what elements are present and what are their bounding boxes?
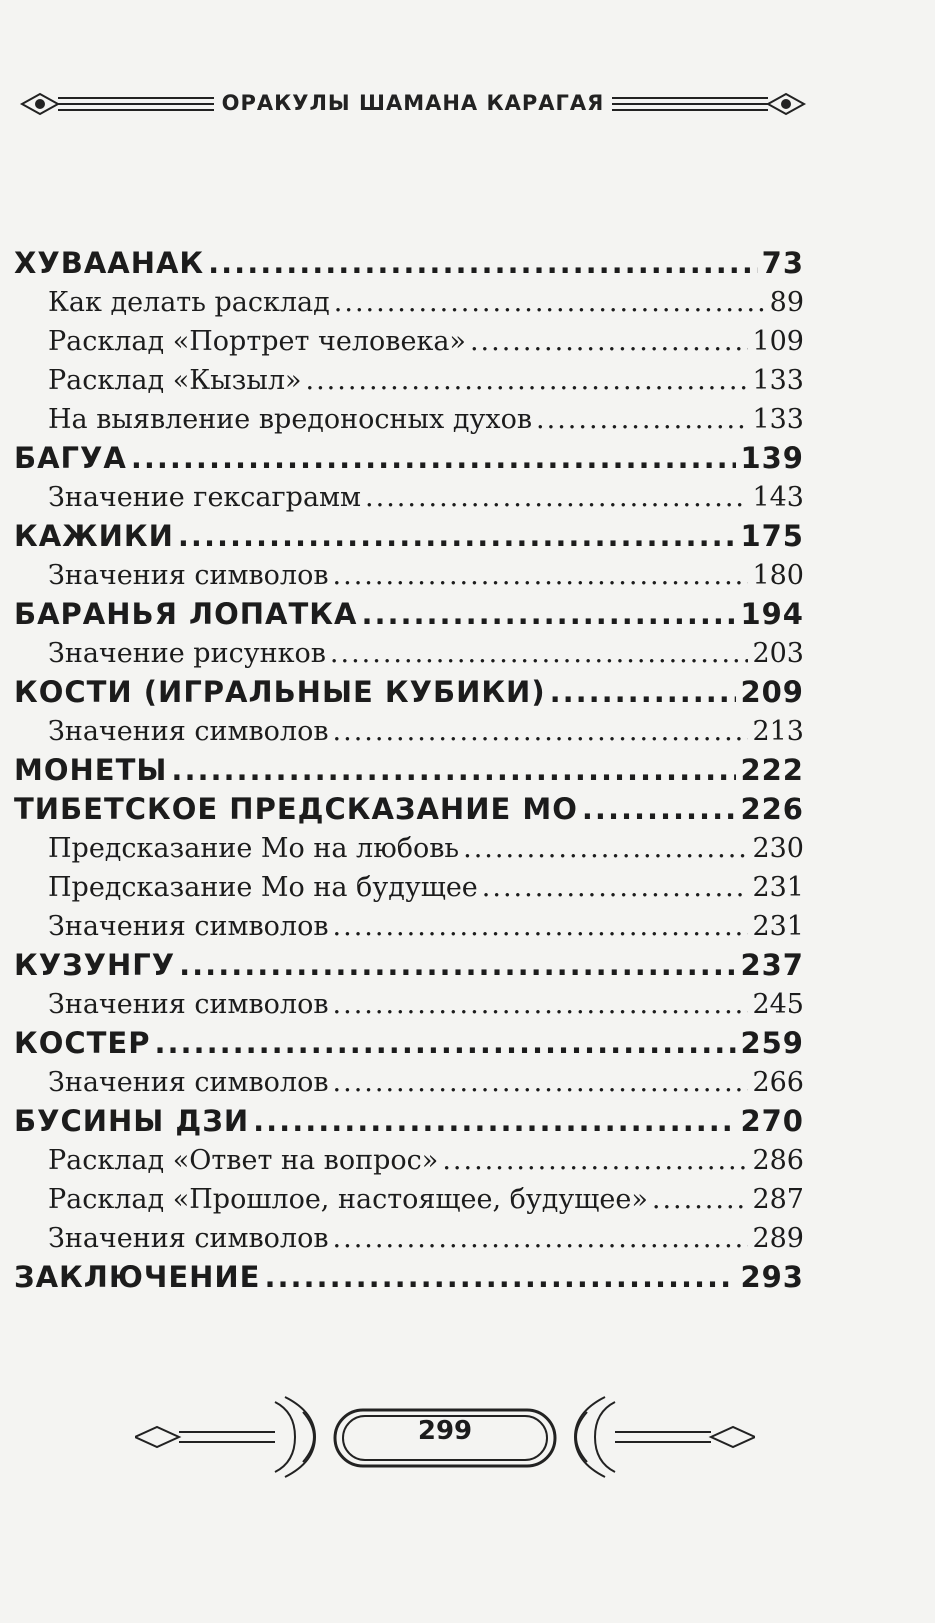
toc-chapter-row [14, 790, 804, 829]
toc-dot-leader [178, 517, 737, 556]
toc-dot-leader [652, 1180, 749, 1219]
toc-dot-leader [334, 283, 766, 322]
toc-dot-leader [361, 595, 736, 634]
toc-dot-leader [253, 1102, 736, 1141]
toc-chapter-row [14, 673, 804, 712]
toc-dot-leader [536, 400, 748, 439]
toc-chapter-row [14, 1102, 804, 1141]
toc-section-row [14, 868, 804, 907]
toc-chapter-row [14, 244, 804, 283]
toc-dot-leader [333, 907, 749, 946]
toc-dot-leader [333, 556, 749, 595]
toc-dot-leader [463, 829, 748, 868]
table-of-contents [14, 244, 804, 1297]
toc-entry-title: Значение рисунков [48, 638, 326, 669]
toc-section-row [14, 985, 804, 1024]
toc-section-row [14, 1219, 804, 1258]
toc-entry-title: Предсказание Мо на любовь [48, 833, 460, 864]
toc-section-row [14, 556, 804, 595]
toc-entry-title: Значения символов [48, 716, 329, 747]
toc-page-number: 139 [740, 441, 804, 475]
toc-page-number: 194 [740, 597, 804, 631]
toc-entry-title: Значения символов [48, 1067, 329, 1098]
toc-page-number: 245 [752, 989, 804, 1020]
toc-section-row [14, 712, 804, 751]
toc-entry-title: Значения символов [48, 989, 329, 1020]
toc-page-number: 209 [740, 675, 804, 709]
toc-entry-title: Расклад «Прошлое, настоящее, будущее» [48, 1184, 648, 1215]
toc-dot-leader [333, 1219, 749, 1258]
toc-dot-leader [179, 946, 736, 985]
toc-entry-title: КУЗУНГУ [14, 948, 176, 982]
toc-entry-title: Как делать расклад [48, 287, 330, 318]
toc-dot-leader [208, 244, 758, 283]
toc-page-number: 289 [752, 1223, 804, 1254]
running-header [18, 84, 808, 124]
toc-page-number: 226 [740, 792, 804, 826]
toc-section-row [14, 322, 804, 361]
toc-dot-leader [155, 1024, 737, 1063]
toc-section-row [14, 1063, 804, 1102]
toc-dot-leader [550, 673, 737, 712]
toc-entry-title: БУСИНЫ ДЗИ [14, 1104, 250, 1138]
toc-page-number: 89 [769, 287, 804, 318]
toc-page-number: 286 [752, 1145, 804, 1176]
toc-page-number: 270 [740, 1104, 804, 1138]
toc-entry-title: КАЖИКИ [14, 519, 174, 553]
toc-section-row [14, 283, 804, 322]
toc-entry-title: Предсказание Мо на будущее [48, 872, 478, 903]
toc-entry-title: Значения символов [48, 560, 329, 591]
toc-entry-title: МОНЕТЫ [14, 753, 168, 787]
toc-section-row [14, 400, 804, 439]
toc-page-number: 133 [752, 404, 804, 435]
toc-page-number: 175 [740, 519, 804, 553]
toc-entry-title: Расклад «Ответ на вопрос» [48, 1145, 439, 1176]
toc-dot-leader [333, 985, 749, 1024]
toc-page-number: 231 [752, 872, 804, 903]
toc-entry-title: Значение гексаграмм [48, 482, 362, 513]
toc-page-number: 73 [761, 246, 804, 280]
toc-section-row [14, 1141, 804, 1180]
toc-page-number: 287 [752, 1184, 804, 1215]
toc-page-number: 293 [740, 1260, 804, 1294]
toc-entry-title: БАРАНЬЯ ЛОПАТКА [14, 597, 358, 631]
toc-entry-title: Значения символов [48, 911, 329, 942]
toc-dot-leader [330, 634, 749, 673]
toc-page-number: 231 [752, 911, 804, 942]
toc-dot-leader [306, 361, 749, 400]
page-footer [135, 1382, 755, 1492]
toc-chapter-row [14, 1258, 804, 1297]
toc-page-number: 143 [752, 482, 804, 513]
toc-section-row [14, 907, 804, 946]
toc-dot-leader [365, 478, 748, 517]
toc-page-number: 213 [752, 716, 804, 747]
toc-dot-leader [442, 1141, 748, 1180]
header-title: ОРАКУЛЫ ШАМАНА КАРАГАЯ [214, 91, 613, 115]
toc-page-number: 237 [740, 948, 804, 982]
toc-dot-leader [482, 868, 749, 907]
toc-chapter-row [14, 439, 804, 478]
toc-entry-title: ХУВААНАК [14, 246, 205, 280]
toc-dot-leader [333, 712, 749, 751]
toc-chapter-row [14, 1024, 804, 1063]
toc-entry-title: ЗАКЛЮЧЕНИЕ [14, 1260, 261, 1294]
toc-section-row [14, 478, 804, 517]
toc-entry-title: Расклад «Портрет человека» [48, 326, 466, 357]
toc-page-number: 203 [752, 638, 804, 669]
toc-entry-title: Расклад «Кызыл» [48, 365, 302, 396]
toc-entry-title: КОСТЕР [14, 1026, 151, 1060]
toc-dot-leader [470, 322, 749, 361]
toc-page-number: 266 [752, 1067, 804, 1098]
page-number: 299 [417, 1416, 473, 1446]
toc-entry-title: На выявление вредоносных духов [48, 404, 533, 435]
toc-chapter-row [14, 946, 804, 985]
toc-section-row [14, 1180, 804, 1219]
toc-page-number: 109 [752, 326, 804, 357]
toc-chapter-row [14, 751, 804, 790]
toc-page-number: 230 [752, 833, 804, 864]
toc-page-number: 222 [740, 753, 804, 787]
toc-page-number: 259 [740, 1026, 804, 1060]
toc-dot-leader [582, 790, 737, 829]
toc-entry-title: ТИБЕТСКОЕ ПРЕДСКАЗАНИЕ МО [14, 792, 578, 826]
toc-section-row [14, 634, 804, 673]
toc-dot-leader [333, 1063, 749, 1102]
toc-dot-leader [171, 751, 736, 790]
toc-entry-title: Значения символов [48, 1223, 329, 1254]
toc-page-number: 180 [752, 560, 804, 591]
toc-chapter-row [14, 595, 804, 634]
toc-section-row [14, 361, 804, 400]
toc-entry-title: БАГУА [14, 441, 127, 475]
toc-entry-title: КОСТИ (ИГРАЛЬНЫЕ КУБИКИ) [14, 675, 546, 709]
toc-page-number: 133 [752, 365, 804, 396]
toc-dot-leader [131, 439, 737, 478]
toc-section-row [14, 829, 804, 868]
toc-dot-leader [264, 1258, 736, 1297]
toc-chapter-row [14, 517, 804, 556]
